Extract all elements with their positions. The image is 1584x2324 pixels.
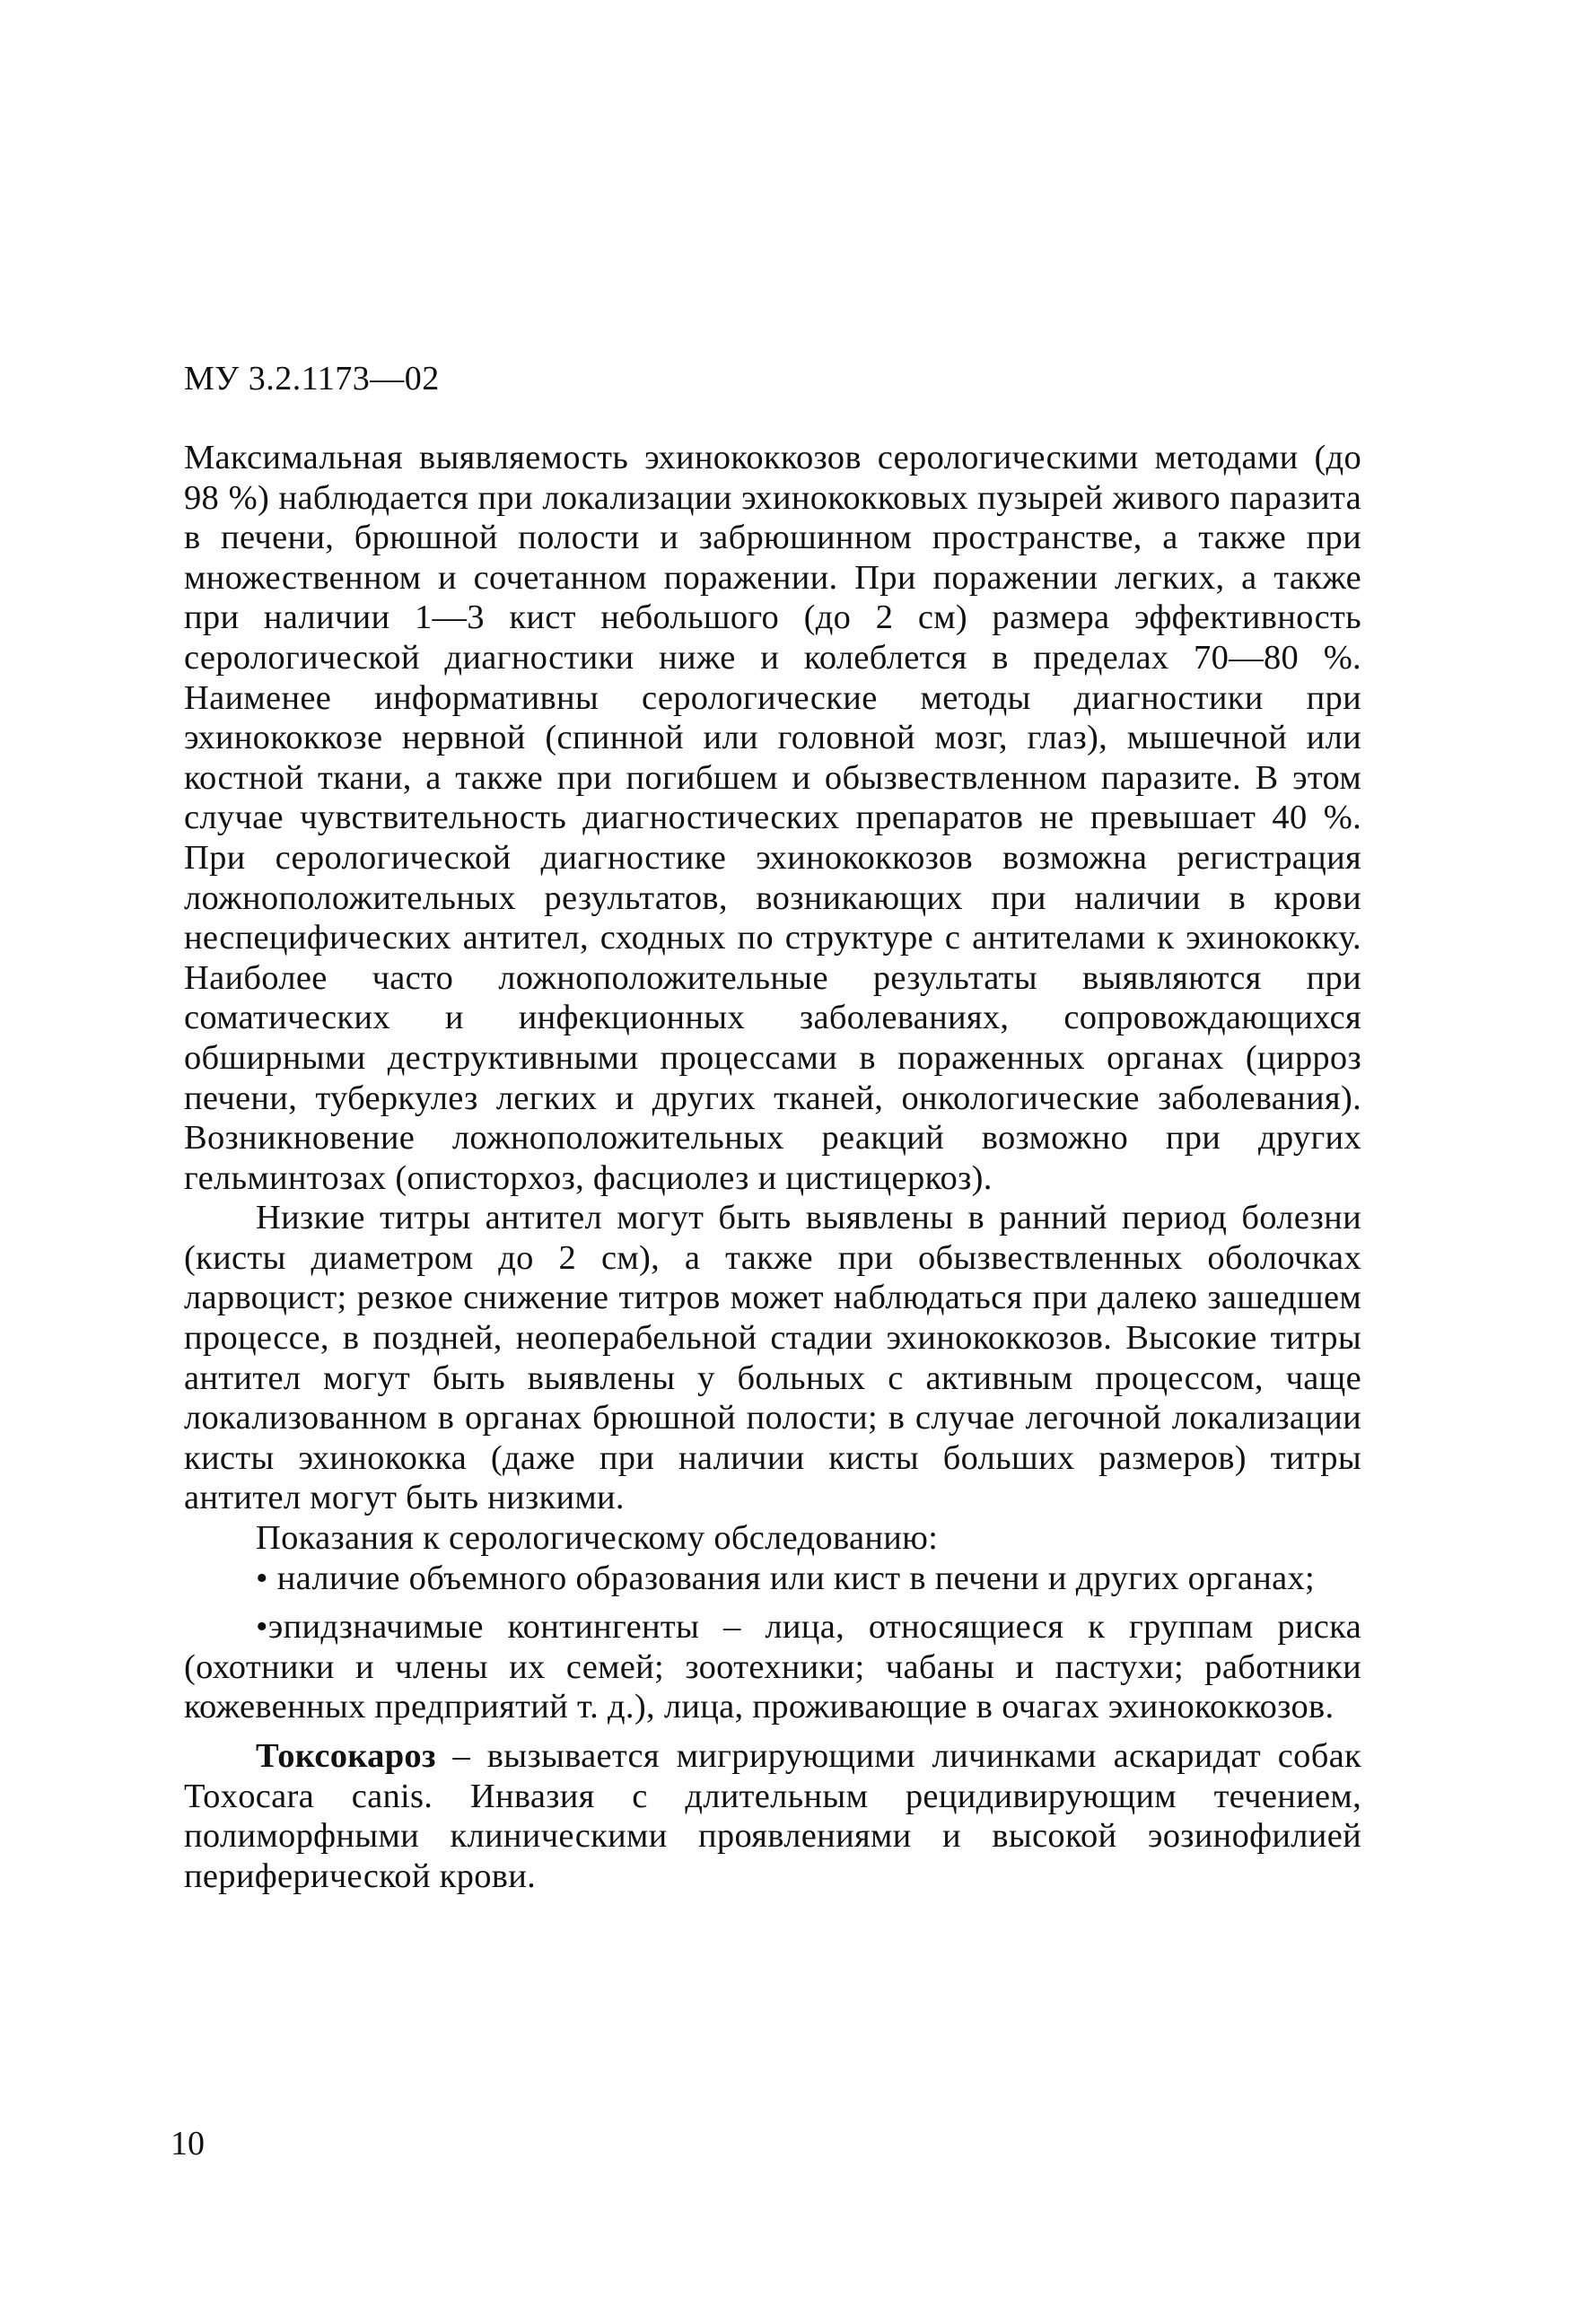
- paragraph-serology-detection: Максимальная выявляемость эхинококкозов серологическими методами (до 98 %) наблюдается при локализации эхинококковых пузырей живого паразита в печени, брюшной полости и забрюшинном пространстве, а также при множественном и сочетанном поражении. При поражении легких, а также при наличии 1—3 кист небольшого (до 2 см) размера эффективность серологической диагностики ниже и колеблется в пределах 70—80 %. Наименее информативны серологические методы диагностики при эхинококкозе нервной (спинной или головной мозг, глаз), мышечной или костной ткани, а также при погибшем и обызвествленном паразите. В этом случае чувствительность диагностических препаратов не превышает 40 %. При серологической диагностике эхинококкозов возможна регистрация ложноположительных результатов, возникающих при наличии в крови неспецифических антител, сходных по структуре с антителами к эхинококку. Наиболее часто ложноположительные результаты выявляются при соматических и инфекционных заболеваниях, сопровождающихся обширными деструктивными процессами в пораженных органах (цирроз печени, туберкулез легких и других тканей, онкологические заболевания). Возникновение ложноположительных реакций возможно при других гельминтозах (описторхоз, фасциолез и цистицеркоз).: [184, 439, 1361, 1197]
- paragraph-toxocariasis: [184, 1736, 1361, 1896]
- bullet-text-2: эпидзначимые контингенты – лица, относящиеся к группам риска (охотники и члены их семей; зоотехники; чабаны и пастухи; работники кожевенных предприятий т. д.), лица, проживающие в очагах эхинококкозов.: [184, 1608, 1361, 1726]
- toxocariasis-definition: – вызывается мигрирующими личинками аскаридат собак Toxocara canis. Инвазия с длительным рецидивирующим течением, полиморфными клиническими проявлениями и высокой эозинофилией периферической крови.: [184, 1737, 1361, 1895]
- paragraph-antibody-titers: Низкие титры антител могут быть выявлены в ранний период болезни (кисты диаметром до 2 см), а также при обызвествленных оболочках ларвоцист; резкое снижение титров может наблюдаться при далеко зашедшем процессе, в поздней, неоперабельной стадии эхинококкозов. Высокие титры антител могут быть выявлены у больных с активным процессом, чаще локализованном в органах брюшной полости; в случае легочной локализации кисты эхинококка (даже при наличии кисты больших размеров) титры антител могут быть низкими.: [184, 1199, 1361, 1517]
- bullet-icon: •: [256, 1608, 268, 1647]
- bullet-icon: •: [256, 1559, 268, 1597]
- bullet-item-2: [184, 1607, 1361, 1727]
- bullet-item-1: [184, 1559, 1361, 1599]
- page-number: 10: [171, 2125, 205, 2162]
- document-body: [184, 438, 1361, 1896]
- paragraph-indications-heading: Показания к серологическому обследованию:: [256, 1519, 939, 1558]
- term-toxocariasis: Токсокароз: [256, 1737, 436, 1775]
- document-code: МУ 3.2.1173—02: [184, 360, 440, 398]
- bullet-text-1: наличие объемного образования или кист в печени и других органах;: [276, 1559, 1316, 1597]
